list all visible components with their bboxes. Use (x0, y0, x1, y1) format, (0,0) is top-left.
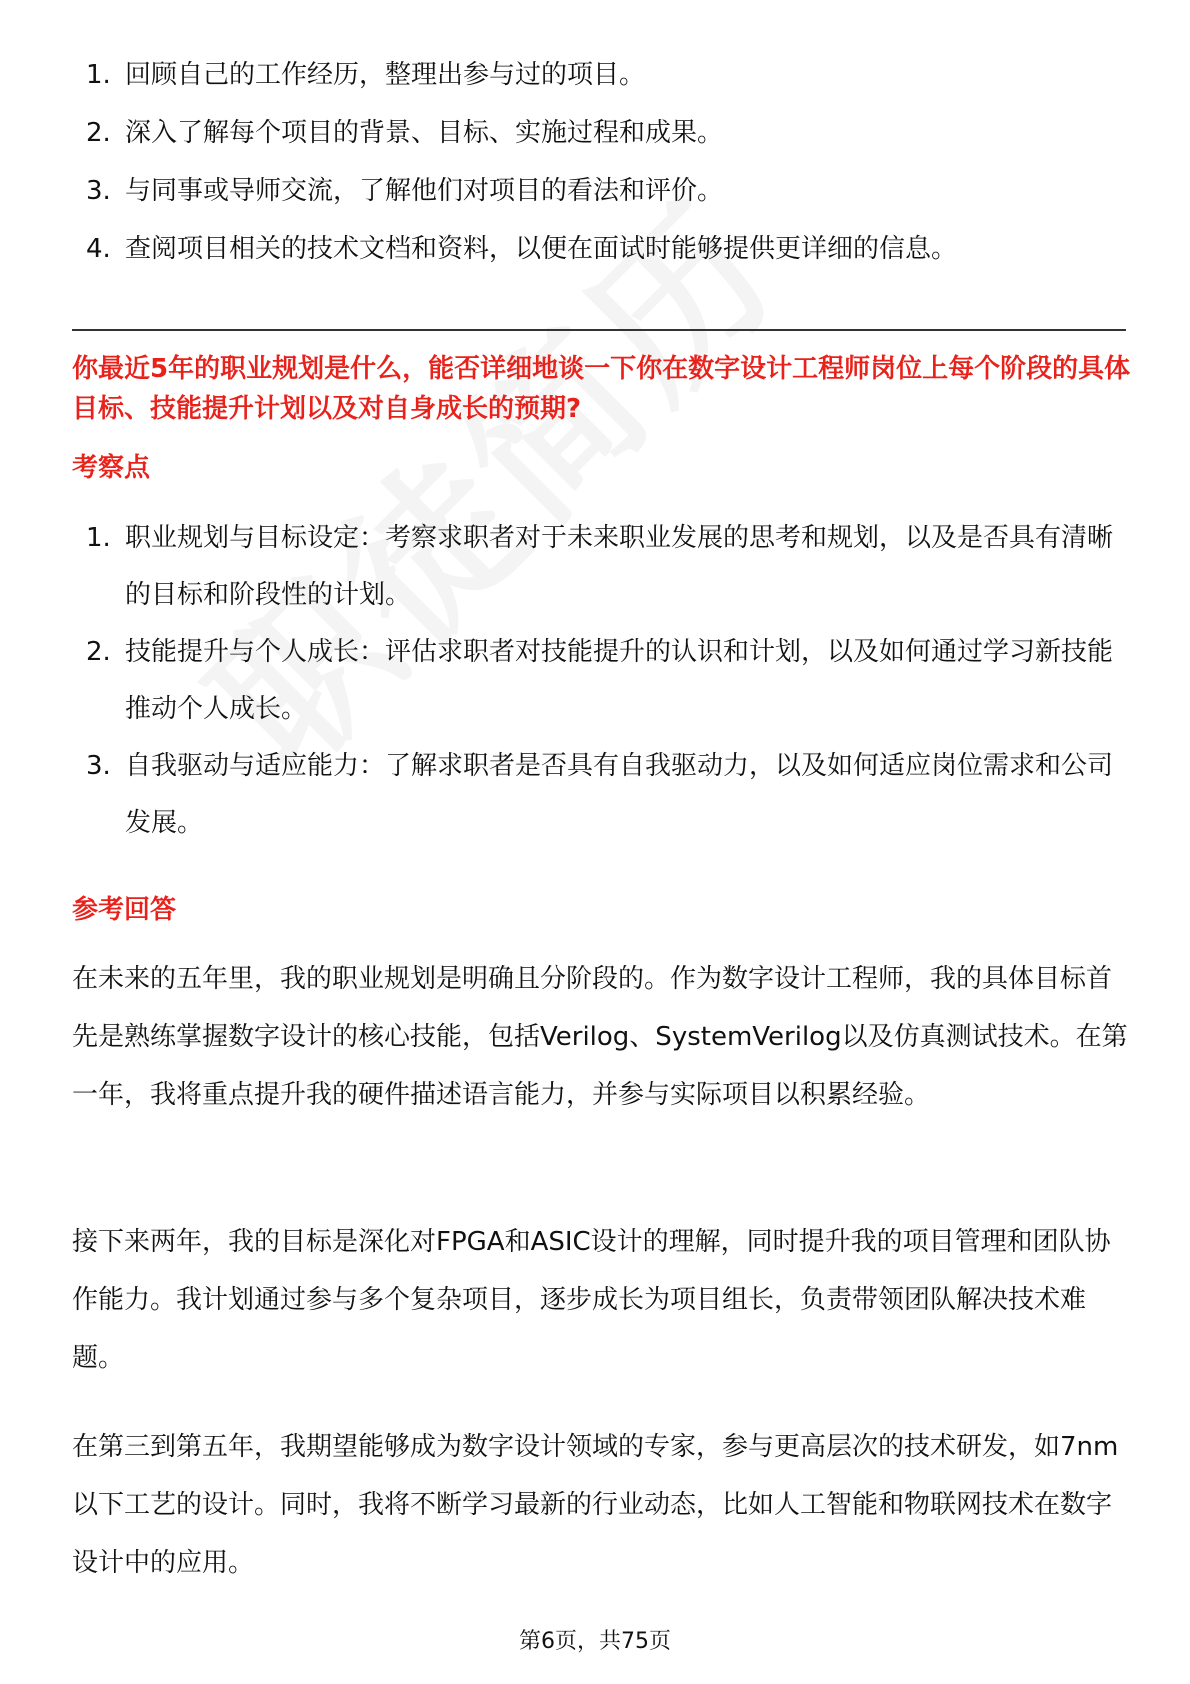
list-item-number: 2. (86, 637, 111, 667)
list-item-number: 3. (86, 176, 111, 206)
evaluation-points-list (72, 510, 1122, 852)
list-item (72, 162, 1122, 220)
list-item-number: 4. (86, 234, 111, 264)
list-item-text: 深入了解每个项目的背景、目标、实施过程和成果。 (125, 118, 724, 148)
list-item-text: 技能提升与个人成长：评估求职者对技能提升的认识和计划，以及如何通过学习新技能推动个人成长。 (125, 637, 1114, 724)
list-item-number: 2. (86, 118, 111, 148)
interview-question: 你最近5年的职业规划是什么，能否详细地谈一下你在数字设计工程师岗位上每个阶段的具体目标、技能提升计划以及对自身成长的预期? (72, 354, 1131, 424)
page-footer: 第6页，共75页 (519, 1629, 671, 1654)
list-item (72, 510, 1122, 624)
section-divider (72, 329, 1126, 331)
list-item-text: 职业规划与目标设定：考察求职者对于未来职业发展的思考和规划，以及是否具有清晰的目标和阶段性的计划。 (125, 523, 1114, 610)
list-item-number: 3. (86, 751, 111, 781)
answer-paragraph: 接下来两年，我的目标是深化对FPGA和ASIC设计的理解，同时提升我的项目管理和团队协作能力。我计划通过参与多个复杂项目，逐步成长为项目组长，负责带领团队解决技术难题。 (72, 1227, 1111, 1373)
list-item-text: 自我驱动与适应能力：了解求职者是否具有自我驱动力，以及如何适应岗位需求和公司发展。 (125, 751, 1114, 838)
reference-answer-heading: 参考回答 (72, 895, 177, 925)
list-item (72, 104, 1122, 162)
list-item-number: 1. (86, 523, 111, 553)
evaluation-points-heading: 考察点 (72, 453, 151, 483)
list-item (72, 738, 1122, 852)
list-item-text: 回顾自己的工作经历，整理出参与过的项目。 (125, 60, 646, 90)
answer-paragraph: 在未来的五年里，我的职业规划是明确且分阶段的。作为数字设计工程师，我的具体目标首先是熟练掌握数字设计的核心技能，包括Verilog、SystemVerilog以及仿真测试技术。在第一年，我将重点提升我的硬件描述语言能力，并参与实际项目以积累经验。 (72, 964, 1128, 1110)
list-item (72, 220, 1122, 278)
list-item-text: 查阅项目相关的技术文档和资料，以便在面试时能够提供更详细的信息。 (125, 234, 958, 264)
list-item (72, 624, 1122, 738)
preparation-steps-list (72, 46, 1122, 278)
list-item-number: 1. (86, 60, 111, 90)
list-item (72, 46, 1122, 104)
list-item-text: 与同事或导师交流，了解他们对项目的看法和评价。 (125, 176, 724, 206)
answer-paragraph: 在第三到第五年，我期望能够成为数字设计领域的专家，参与更高层次的技术研发，如7nm以下工艺的设计。同时，我将不断学习最新的行业动态，比如人工智能和物联网技术在数字设计中的应用。 (72, 1432, 1119, 1578)
